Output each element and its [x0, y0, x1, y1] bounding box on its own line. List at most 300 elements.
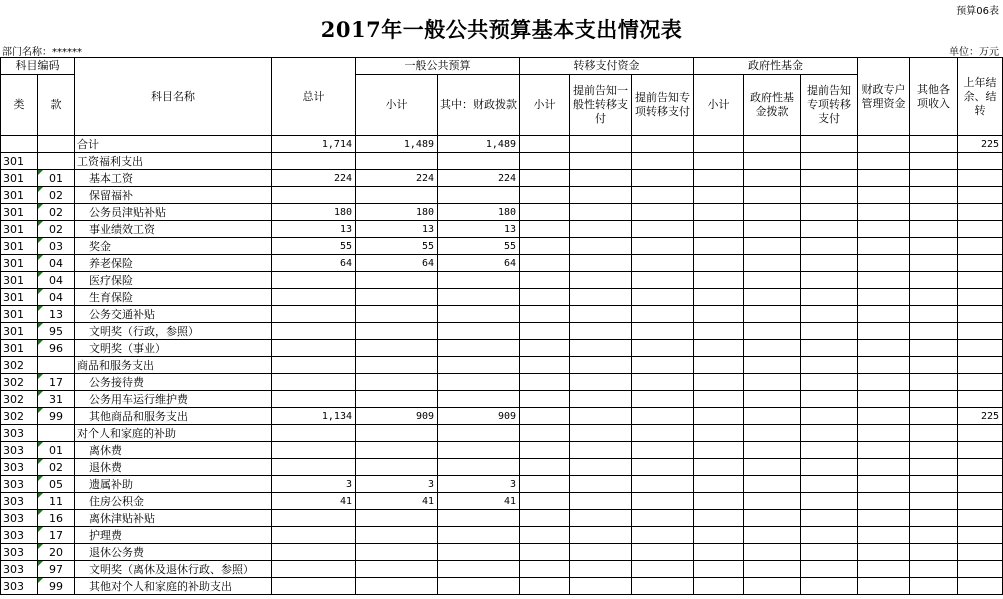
cell-total-text: 13	[339, 223, 352, 235]
cell-gf-special	[801, 493, 858, 510]
cell-tr-special	[632, 340, 694, 357]
comment-marker-icon	[38, 374, 43, 379]
cell-total	[272, 153, 356, 170]
cell-tr-subtotal	[520, 544, 570, 561]
cell-gf-special	[801, 425, 858, 442]
cell-kuan	[38, 204, 75, 221]
cell-kemu-name-text: 退休费	[89, 460, 122, 474]
cell-carryover	[958, 374, 1003, 391]
cell-tr-special	[632, 272, 694, 289]
cell-kuan	[38, 374, 75, 391]
cell-kuan-text: 01	[49, 171, 63, 185]
cell-tr-special	[632, 510, 694, 527]
cell-lei	[1, 289, 38, 306]
cell-kemu-name	[75, 272, 272, 289]
cell-kemu-name	[75, 170, 272, 187]
header-tr-subtotal: 小计	[520, 75, 570, 136]
cell-gb-subtotal	[356, 187, 438, 204]
cell-lei-text: 301	[3, 256, 24, 270]
cell-gf-allot	[744, 527, 801, 544]
cell-kemu-name-text: 住房公积金	[89, 494, 144, 508]
cell-kemu-name	[75, 459, 272, 476]
cell-kemu-name	[75, 374, 272, 391]
cell-tr-special	[632, 425, 694, 442]
cell-gf-subtotal	[694, 221, 744, 238]
cell-kemu-name	[75, 221, 272, 238]
cell-gb-fiscal	[438, 272, 520, 289]
cell-gf-allot	[744, 561, 801, 578]
cell-lei	[1, 136, 38, 153]
cell-gf-subtotal	[694, 391, 744, 408]
cell-lei	[1, 527, 38, 544]
cell-total	[272, 476, 356, 493]
cell-kuan	[38, 170, 75, 187]
cell-lei	[1, 476, 38, 493]
cell-tr-subtotal	[520, 459, 570, 476]
cell-kuan-text: 03	[49, 239, 63, 253]
cell-carryover	[958, 340, 1003, 357]
cell-kemu-name	[75, 255, 272, 272]
cell-tr-general	[570, 527, 632, 544]
cell-gf-allot	[744, 476, 801, 493]
cell-gf-allot	[744, 306, 801, 323]
cell-fiscal-account	[858, 527, 910, 544]
comment-marker-icon	[38, 442, 43, 447]
comment-marker-icon	[38, 493, 43, 498]
cell-lei	[1, 391, 38, 408]
cell-lei	[1, 153, 38, 170]
cell-fiscal-account	[858, 255, 910, 272]
cell-gb-subtotal	[356, 391, 438, 408]
cell-kuan	[38, 425, 75, 442]
cell-gf-special	[801, 391, 858, 408]
cell-gf-allot	[744, 408, 801, 425]
cell-kemu-name-text: 基本工资	[89, 171, 133, 185]
cell-other-income	[910, 544, 958, 561]
cell-tr-general	[570, 561, 632, 578]
cell-total	[272, 204, 356, 221]
cell-carryover	[958, 442, 1003, 459]
cell-gf-subtotal	[694, 306, 744, 323]
cell-gb-subtotal	[356, 238, 438, 255]
cell-kuan	[38, 323, 75, 340]
table-row	[1, 221, 1003, 238]
cell-tr-general	[570, 136, 632, 153]
cell-lei-text: 301	[3, 324, 24, 338]
cell-gb-fiscal	[438, 204, 520, 221]
cell-tr-general	[570, 391, 632, 408]
cell-tr-subtotal	[520, 323, 570, 340]
cell-gb-fiscal	[438, 136, 520, 153]
cell-tr-subtotal	[520, 340, 570, 357]
cell-kemu-name	[75, 357, 272, 374]
cell-kemu-name	[75, 578, 272, 595]
cell-kemu-name	[75, 323, 272, 340]
cell-gb-fiscal	[438, 493, 520, 510]
table-row	[1, 153, 1003, 170]
cell-tr-special	[632, 306, 694, 323]
cell-gb-subtotal-text: 55	[421, 240, 434, 252]
cell-kemu-name-text: 其他对个人和家庭的补助支出	[89, 579, 232, 593]
table-row	[1, 408, 1003, 425]
cell-gf-special	[801, 340, 858, 357]
cell-total-text: 224	[333, 172, 352, 184]
cell-total	[272, 289, 356, 306]
cell-kuan-text: 04	[49, 290, 63, 304]
cell-total	[272, 408, 356, 425]
cell-gb-fiscal-text: 13	[503, 223, 516, 235]
cell-tr-general	[570, 323, 632, 340]
comment-marker-icon	[38, 238, 43, 243]
cell-gb-fiscal	[438, 323, 520, 340]
cell-gf-allot	[744, 340, 801, 357]
cell-tr-subtotal	[520, 527, 570, 544]
cell-gf-subtotal	[694, 272, 744, 289]
cell-lei	[1, 306, 38, 323]
cell-tr-subtotal	[520, 272, 570, 289]
cell-gf-subtotal	[694, 442, 744, 459]
cell-lei-text: 301	[3, 273, 24, 287]
cell-gb-subtotal	[356, 204, 438, 221]
cell-total-text: 1,134	[321, 410, 352, 422]
cell-gf-subtotal	[694, 136, 744, 153]
cell-kemu-name	[75, 493, 272, 510]
cell-kuan-text: 04	[49, 273, 63, 287]
cell-kuan	[38, 391, 75, 408]
cell-tr-general	[570, 340, 632, 357]
cell-lei-text: 303	[3, 579, 24, 593]
cell-gb-subtotal-text: 224	[415, 172, 434, 184]
cell-total	[272, 374, 356, 391]
cell-gb-subtotal	[356, 153, 438, 170]
cell-lei-text: 302	[3, 375, 24, 389]
cell-fiscal-account	[858, 221, 910, 238]
cell-kuan	[38, 408, 75, 425]
cell-tr-subtotal	[520, 255, 570, 272]
cell-lei	[1, 561, 38, 578]
cell-gb-fiscal	[438, 459, 520, 476]
cell-gb-subtotal	[356, 374, 438, 391]
header-gf-allot: 政府性基金拨款	[744, 75, 801, 136]
cell-kuan	[38, 187, 75, 204]
cell-carryover	[958, 170, 1003, 187]
comment-marker-icon	[38, 340, 43, 345]
table-row	[1, 323, 1003, 340]
cell-kemu-name-text: 退休公务费	[89, 545, 144, 559]
table-row	[1, 493, 1003, 510]
cell-gf-special	[801, 510, 858, 527]
cell-gb-fiscal-text: 180	[497, 206, 516, 218]
comment-marker-icon	[38, 323, 43, 328]
cell-gf-subtotal	[694, 187, 744, 204]
cell-lei-text: 301	[3, 341, 24, 355]
cell-lei	[1, 493, 38, 510]
cell-gf-subtotal	[694, 425, 744, 442]
cell-kemu-name	[75, 306, 272, 323]
cell-fiscal-account	[858, 578, 910, 595]
cell-total	[272, 323, 356, 340]
cell-gb-fiscal	[438, 374, 520, 391]
cell-carryover	[958, 153, 1003, 170]
cell-total-text: 55	[339, 240, 352, 252]
cell-gf-subtotal	[694, 238, 744, 255]
cell-gf-subtotal	[694, 561, 744, 578]
cell-tr-general	[570, 238, 632, 255]
cell-gf-special	[801, 153, 858, 170]
cell-gf-allot	[744, 238, 801, 255]
cell-gb-fiscal	[438, 561, 520, 578]
cell-total	[272, 425, 356, 442]
cell-kuan	[38, 527, 75, 544]
cell-fiscal-account	[858, 136, 910, 153]
cell-gb-fiscal-text: 909	[497, 410, 516, 422]
cell-kuan-text: 97	[49, 562, 63, 576]
cell-kuan	[38, 340, 75, 357]
cell-fiscal-account	[858, 391, 910, 408]
cell-gf-special	[801, 187, 858, 204]
cell-gf-special	[801, 323, 858, 340]
cell-gb-subtotal	[356, 255, 438, 272]
cell-kuan-text: 11	[49, 494, 63, 508]
cell-carryover	[958, 323, 1003, 340]
cell-gf-special	[801, 357, 858, 374]
cell-kemu-name-text: 对个人和家庭的补助	[77, 426, 176, 440]
cell-lei-text: 303	[3, 460, 24, 474]
cell-carryover	[958, 425, 1003, 442]
cell-tr-general	[570, 170, 632, 187]
cell-other-income	[910, 170, 958, 187]
cell-lei-text: 301	[3, 307, 24, 321]
cell-tr-special	[632, 391, 694, 408]
cell-gf-special	[801, 408, 858, 425]
cell-kuan	[38, 561, 75, 578]
cell-kuan	[38, 306, 75, 323]
cell-tr-general	[570, 374, 632, 391]
cell-other-income	[910, 289, 958, 306]
comment-marker-icon	[38, 544, 43, 549]
cell-tr-general	[570, 578, 632, 595]
cell-lei	[1, 340, 38, 357]
table-row	[1, 170, 1003, 187]
cell-gf-special	[801, 272, 858, 289]
cell-kemu-name-text: 其他商品和服务支出	[89, 409, 188, 423]
cell-lei-text: 303	[3, 443, 24, 457]
cell-kemu-name	[75, 187, 272, 204]
cell-tr-general	[570, 153, 632, 170]
cell-kuan	[38, 578, 75, 595]
cell-total	[272, 306, 356, 323]
cell-tr-subtotal	[520, 153, 570, 170]
cell-gb-fiscal	[438, 221, 520, 238]
cell-tr-subtotal	[520, 306, 570, 323]
cell-carryover	[958, 255, 1003, 272]
cell-gb-subtotal	[356, 272, 438, 289]
cell-tr-general	[570, 459, 632, 476]
cell-fiscal-account	[858, 561, 910, 578]
cell-lei	[1, 408, 38, 425]
cell-total	[272, 561, 356, 578]
cell-fiscal-account	[858, 170, 910, 187]
table-row	[1, 442, 1003, 459]
cell-kuan	[38, 544, 75, 561]
cell-kemu-name	[75, 391, 272, 408]
cell-kemu-name	[75, 238, 272, 255]
table-row	[1, 187, 1003, 204]
cell-tr-special	[632, 561, 694, 578]
cell-lei	[1, 323, 38, 340]
cell-gf-subtotal	[694, 204, 744, 221]
cell-gf-subtotal	[694, 170, 744, 187]
cell-tr-subtotal	[520, 238, 570, 255]
cell-gb-fiscal	[438, 255, 520, 272]
cell-lei	[1, 272, 38, 289]
cell-total	[272, 221, 356, 238]
cell-kuan	[38, 357, 75, 374]
cell-gb-subtotal	[356, 493, 438, 510]
cell-gf-allot	[744, 459, 801, 476]
cell-fiscal-account	[858, 459, 910, 476]
cell-other-income	[910, 204, 958, 221]
cell-tr-subtotal	[520, 408, 570, 425]
cell-lei-text: 303	[3, 511, 24, 525]
cell-fiscal-account	[858, 510, 910, 527]
cell-gb-fiscal-text: 55	[503, 240, 516, 252]
cell-kuan-text: 17	[49, 528, 63, 542]
cell-gb-fiscal	[438, 578, 520, 595]
cell-fiscal-account	[858, 238, 910, 255]
cell-gf-allot	[744, 153, 801, 170]
cell-gf-allot	[744, 357, 801, 374]
cell-carryover	[958, 527, 1003, 544]
cell-kemu-name	[75, 442, 272, 459]
cell-gb-fiscal-text: 41	[503, 495, 516, 507]
comment-marker-icon	[38, 391, 43, 396]
cell-kuan-text: 20	[49, 545, 63, 559]
header-tr-special: 提前告知专项转移支付	[632, 75, 694, 136]
cell-kuan-text: 13	[49, 307, 63, 321]
header-gov-fund: 政府性基金	[694, 58, 858, 75]
cell-tr-subtotal	[520, 187, 570, 204]
cell-gb-fiscal-text: 1,489	[485, 138, 516, 150]
cell-gb-subtotal	[356, 170, 438, 187]
cell-tr-special	[632, 238, 694, 255]
cell-kuan-text: 02	[49, 222, 63, 236]
cell-kuan-text: 02	[49, 188, 63, 202]
cell-gf-allot	[744, 442, 801, 459]
cell-kemu-name-text: 护理费	[89, 528, 122, 542]
table-row	[1, 357, 1003, 374]
header-fiscal-account: 财政专户管理资金	[858, 58, 910, 136]
cell-carryover	[958, 289, 1003, 306]
cell-gf-special	[801, 170, 858, 187]
cell-gf-special	[801, 289, 858, 306]
comment-marker-icon	[38, 527, 43, 532]
cell-other-income	[910, 459, 958, 476]
cell-lei-text: 301	[3, 171, 24, 185]
cell-gf-subtotal	[694, 527, 744, 544]
cell-kuan-text: 04	[49, 256, 63, 270]
cell-tr-general	[570, 442, 632, 459]
cell-fiscal-account	[858, 442, 910, 459]
cell-fiscal-account	[858, 306, 910, 323]
cell-kemu-name	[75, 425, 272, 442]
cell-fiscal-account	[858, 425, 910, 442]
comment-marker-icon	[38, 170, 43, 175]
unit-label: 单位：万元	[949, 47, 999, 58]
cell-tr-general	[570, 204, 632, 221]
cell-kemu-name	[75, 544, 272, 561]
cell-lei-text: 301	[3, 205, 24, 219]
cell-kuan	[38, 493, 75, 510]
cell-kuan-text: 31	[49, 392, 63, 406]
table-row	[1, 374, 1003, 391]
comment-marker-icon	[38, 272, 43, 277]
cell-carryover	[958, 272, 1003, 289]
cell-kemu-name-text: 文明奖（行政，参照）	[89, 324, 199, 338]
cell-carryover	[958, 204, 1003, 221]
cell-total	[272, 340, 356, 357]
cell-carryover	[958, 493, 1003, 510]
cell-carryover	[958, 476, 1003, 493]
cell-kuan	[38, 272, 75, 289]
cell-kuan	[38, 289, 75, 306]
cell-kuan-text: 05	[49, 477, 63, 491]
cell-gf-special	[801, 459, 858, 476]
cell-tr-subtotal	[520, 442, 570, 459]
cell-total	[272, 459, 356, 476]
header-general-budget: 一般公共预算	[356, 58, 520, 75]
cell-gb-subtotal	[356, 408, 438, 425]
cell-kuan	[38, 136, 75, 153]
comment-marker-icon	[38, 578, 43, 583]
comment-marker-icon	[38, 204, 43, 209]
cell-kemu-name	[75, 561, 272, 578]
cell-gf-subtotal	[694, 289, 744, 306]
cell-tr-general	[570, 306, 632, 323]
cell-tr-general	[570, 357, 632, 374]
table-row	[1, 391, 1003, 408]
cell-other-income	[910, 510, 958, 527]
header-lei: 类	[1, 75, 38, 136]
cell-gf-special	[801, 544, 858, 561]
table-row	[1, 306, 1003, 323]
header-carryover: 上年结余、结转	[958, 58, 1003, 136]
cell-fiscal-account	[858, 544, 910, 561]
cell-other-income	[910, 527, 958, 544]
cell-gf-allot	[744, 272, 801, 289]
cell-total	[272, 255, 356, 272]
cell-kuan-text: 02	[49, 205, 63, 219]
cell-tr-general	[570, 544, 632, 561]
cell-other-income	[910, 391, 958, 408]
cell-lei-text: 302	[3, 409, 24, 423]
header-gb-fiscal: 其中：财政拨款	[438, 75, 520, 136]
cell-gf-subtotal	[694, 578, 744, 595]
table-row	[1, 476, 1003, 493]
cell-gb-subtotal-text: 1,489	[403, 138, 434, 150]
cell-tr-subtotal	[520, 425, 570, 442]
table-row	[1, 340, 1003, 357]
cell-gf-special	[801, 578, 858, 595]
cell-gb-fiscal	[438, 340, 520, 357]
cell-gf-allot	[744, 374, 801, 391]
cell-kemu-name	[75, 204, 272, 221]
cell-gb-fiscal	[438, 476, 520, 493]
cell-kemu-name-text: 奖金	[89, 239, 111, 253]
cell-kemu-name-text: 事业绩效工资	[89, 222, 155, 236]
cell-kuan	[38, 255, 75, 272]
cell-gb-fiscal-text: 64	[503, 257, 516, 269]
